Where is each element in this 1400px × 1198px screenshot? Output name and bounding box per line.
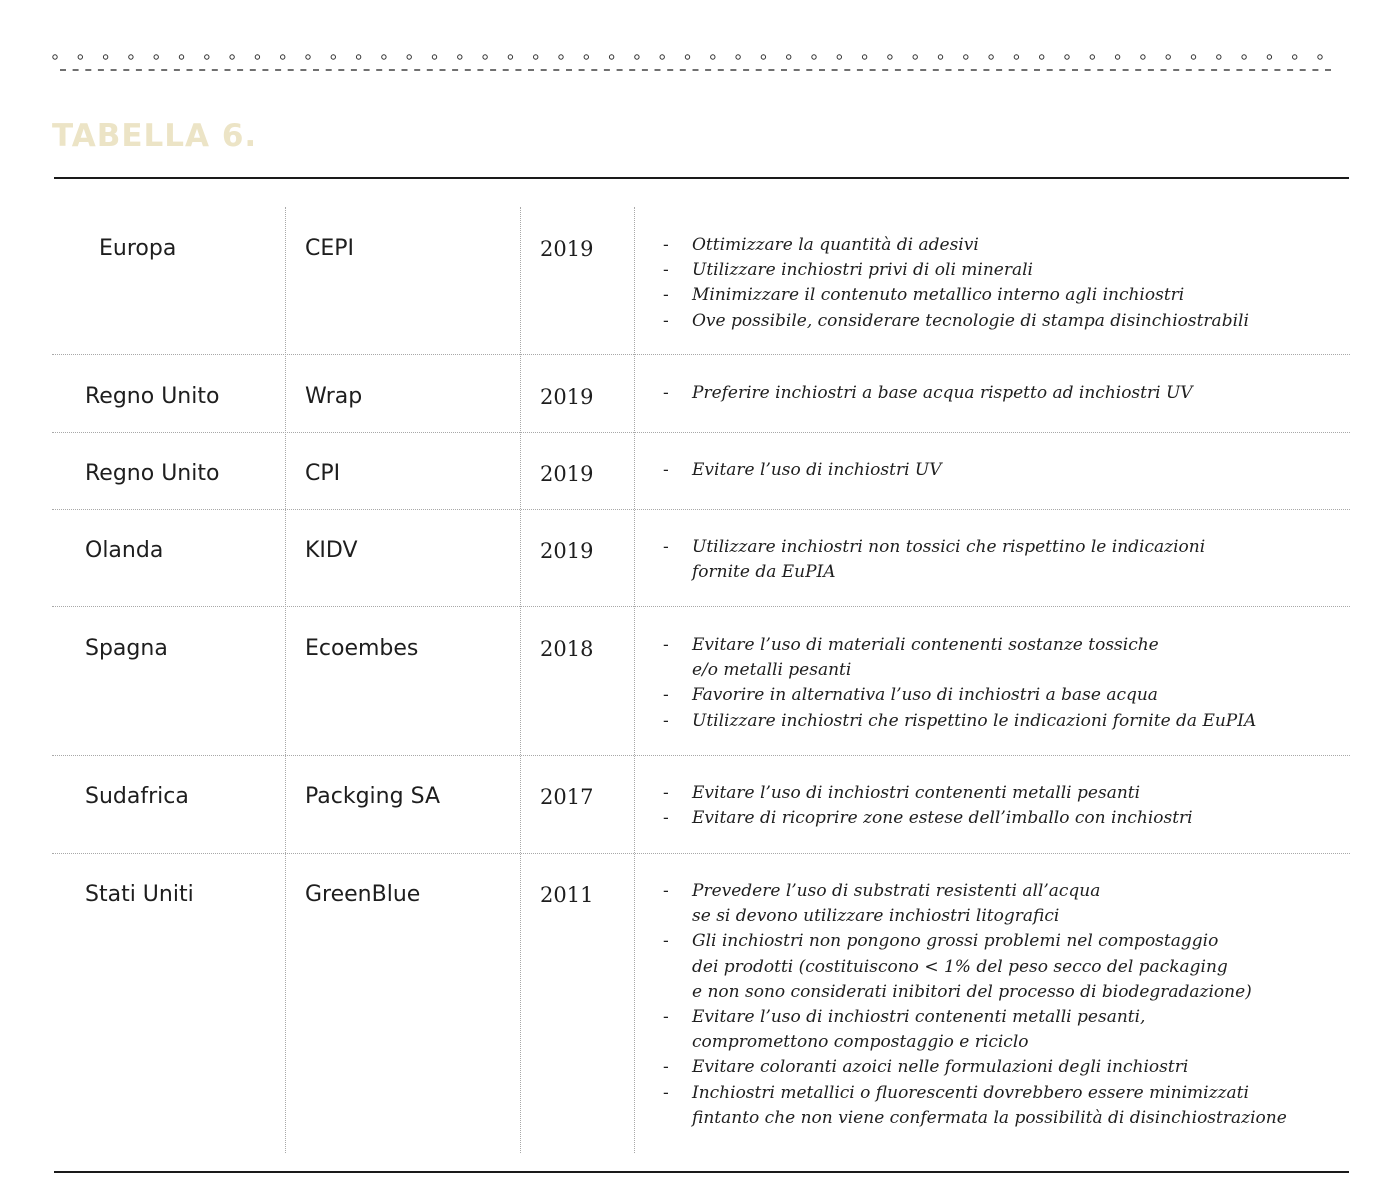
ornament-dot [1191, 55, 1195, 59]
country-cell: Regno Unito [85, 384, 220, 409]
ornament-dot [508, 55, 512, 59]
ornament-dot [179, 55, 183, 59]
organization-cell: KIDV [305, 538, 358, 563]
guidelines-list [663, 458, 942, 483]
ornament-dot [660, 55, 664, 59]
organization-cell: GreenBlue [305, 882, 421, 907]
ornament-dot [1065, 55, 1069, 59]
row-divider [52, 509, 1350, 510]
year-cell: 2019 [540, 385, 594, 409]
ornament-dot [584, 55, 588, 59]
ornament-dot [78, 55, 82, 59]
row-divider [52, 606, 1350, 607]
ornament-dot [230, 55, 234, 59]
year-cell: 2018 [540, 637, 594, 661]
ornament-dot [609, 55, 613, 59]
table-bottom-rule [54, 1171, 1349, 1173]
guideline-item: - Utilizzare inchiostri non tossici che rispettino le indicazioni fornite da EuPIA [663, 535, 1205, 585]
guideline-item: - Utilizzare inchiostri che rispettino le indicazioni fornite da EuPIA [663, 709, 1256, 734]
ornament-dot [1090, 55, 1094, 59]
ornament-dot [356, 55, 360, 59]
ornament-dot [103, 55, 107, 59]
ornament-dot [1040, 55, 1044, 59]
ornament-dot [1115, 55, 1119, 59]
year-cell: 2019 [540, 237, 594, 261]
year-cell: 2019 [540, 462, 594, 486]
ornament-dot [205, 55, 209, 59]
ornament-dot [432, 55, 436, 59]
year-cell: 2019 [540, 539, 594, 563]
ornament-dot [53, 55, 57, 59]
ornament-dot [1293, 55, 1297, 59]
guideline-item: - Ove possibile, considerare tecnologie di stampa disinchiostrabili [663, 309, 1249, 334]
ornament-dot [306, 55, 310, 59]
guideline-item: - Prevedere l’uso di substrati resistenti all’acqua se si devono utilizzare inchiostri litografici [663, 879, 1287, 929]
guideline-item: - Gli inchiostri non pongono grossi problemi nel compostaggio dei prodotti (costituiscono < 1% del peso secco del packaging e non sono considerati inibitori del processo di biodegradazione) [663, 929, 1287, 1005]
organization-cell: Packging SA [305, 784, 440, 809]
organization-cell: CEPI [305, 236, 355, 261]
ornament-dot [787, 55, 791, 59]
guideline-item: - Evitare di ricoprire zone estese dell’imballo con inchiostri [663, 806, 1193, 831]
ornament-dot [888, 55, 892, 59]
ornament-dot [938, 55, 942, 59]
ornament-dot [685, 55, 689, 59]
country-cell: Olanda [85, 538, 164, 563]
guideline-item: - Evitare l’uso di materiali contenenti sostanze tossiche e/o metalli pesanti [663, 633, 1256, 683]
guideline-item: - Minimizzare il contenuto metallico interno agli inchiostri [663, 283, 1249, 308]
ornament-dot [736, 55, 740, 59]
table-top-rule [54, 177, 1349, 179]
guideline-item: - Evitare l’uso di inchiostri contenenti metalli pesanti [663, 781, 1193, 806]
ornament-dot [382, 55, 386, 59]
row-divider [52, 354, 1350, 355]
guidelines-list [663, 781, 1193, 831]
column-divider [634, 207, 635, 1153]
column-divider [520, 207, 521, 1153]
ornament-dot [761, 55, 765, 59]
ornament-dot [154, 55, 158, 59]
guideline-item: - Evitare l’uso di inchiostri contenenti metalli pesanti, compromettono compostaggio e riciclo [663, 1005, 1287, 1055]
ornament-dot [635, 55, 639, 59]
ornament-dot [129, 55, 133, 59]
ornament-dot [964, 55, 968, 59]
ornament-dot [862, 55, 866, 59]
country-cell: Regno Unito [85, 461, 220, 486]
ornament-dot [989, 55, 993, 59]
guideline-item: - Ottimizzare la quantità di adesivi [663, 233, 1249, 258]
row-divider [52, 432, 1350, 433]
ornament-dot [812, 55, 816, 59]
guideline-item: - Utilizzare inchiostri privi di oli minerali [663, 258, 1249, 283]
country-cell: Sudafrica [85, 784, 189, 809]
ornament-dot [1014, 55, 1018, 59]
ornament-dot [1217, 55, 1221, 59]
column-divider [285, 207, 286, 1153]
organization-cell: CPI [305, 461, 341, 486]
ornament-dot [1242, 55, 1246, 59]
guideline-item: - Favorire in alternativa l’uso di inchiostri a base acqua [663, 683, 1256, 708]
table-title: TABELLA 6. [52, 118, 258, 154]
ornament-dot [711, 55, 715, 59]
organization-cell: Ecoembes [305, 636, 419, 661]
ornament-dot [331, 55, 335, 59]
guidelines-list [663, 535, 1205, 585]
ornament-dot [1267, 55, 1271, 59]
ornament-dot [407, 55, 411, 59]
ornament-dot [837, 55, 841, 59]
ornament-dot [281, 55, 285, 59]
year-cell: 2017 [540, 785, 594, 809]
year-cell: 2011 [540, 883, 594, 907]
ornament-dot [559, 55, 563, 59]
guideline-item: - Preferire inchiostri a base acqua rispetto ad inchiostri UV [663, 381, 1193, 406]
ornament-dot [1318, 55, 1322, 59]
ornament-dot [255, 55, 259, 59]
ornament-dot [913, 55, 917, 59]
ornament-dot [534, 55, 538, 59]
guideline-item: - Inchiostri metallici o fluorescenti dovrebbero essere minimizzati fintanto che non viene confermata la possibilità di disinchiostrazione [663, 1081, 1287, 1131]
ornament-dot [483, 55, 487, 59]
country-cell: Spagna [85, 636, 168, 661]
ornament-dot [1141, 55, 1145, 59]
guidelines-list [663, 381, 1193, 406]
guidelines-list [663, 233, 1249, 334]
country-cell: Stati Uniti [85, 882, 194, 907]
guidelines-list [663, 879, 1287, 1131]
row-divider [52, 755, 1350, 756]
country-cell: Europa [99, 236, 177, 261]
ornament-dot [1166, 55, 1170, 59]
ornament-dot [458, 55, 462, 59]
guidelines-list [663, 633, 1256, 734]
guideline-item: - Evitare coloranti azoici nelle formulazioni degli inchiostri [663, 1055, 1287, 1080]
row-divider [52, 853, 1350, 854]
organization-cell: Wrap [305, 384, 363, 409]
guideline-item: - Evitare l’uso di inchiostri UV [663, 458, 942, 483]
decorative-border-ornament [52, 50, 1334, 76]
